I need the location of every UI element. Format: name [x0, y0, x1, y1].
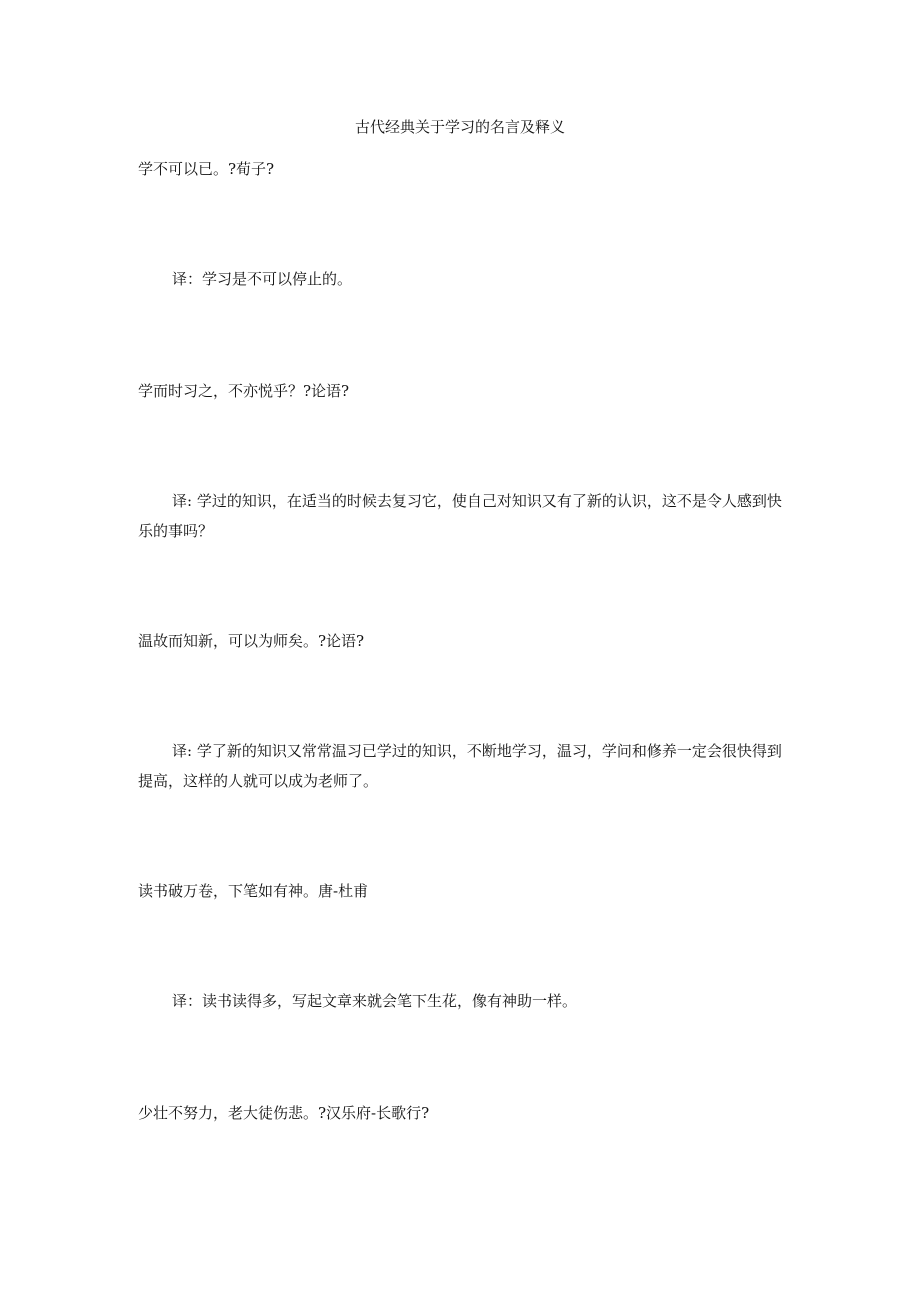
page-title: 古代经典关于学习的名言及释义 — [354, 118, 565, 136]
translation-1: 译：学习是不可以停止的。 — [172, 270, 353, 288]
translation-3: 译: 学了新的知识又常常温习已学过的知识，不断地学习，温习，学问和修养一定会很快得到提高，这样的人就可以成为老师了。 — [138, 742, 782, 790]
quote-1: 学不可以已。?荀子? — [138, 160, 275, 178]
quote-5: 少壮不努力，老大徒伤悲。?汉乐府-长歌行? — [138, 1104, 430, 1122]
translation-2: 译: 学过的知识，在适当的时候去复习它，使自己对知识又有了新的认识，这不是令人感到快乐的事吗？ — [138, 492, 782, 540]
translation-4: 译：读书读得多，写起文章来就会笔下生花，像有神助一样。 — [172, 992, 578, 1010]
quote-3: 温故而知新，可以为师矣。?论语? — [138, 632, 365, 650]
quote-2: 学而时习之，不亦悦乎？?论语? — [138, 382, 350, 400]
quote-4: 读书破万卷，下笔如有神。唐-杜甫 — [138, 882, 369, 900]
